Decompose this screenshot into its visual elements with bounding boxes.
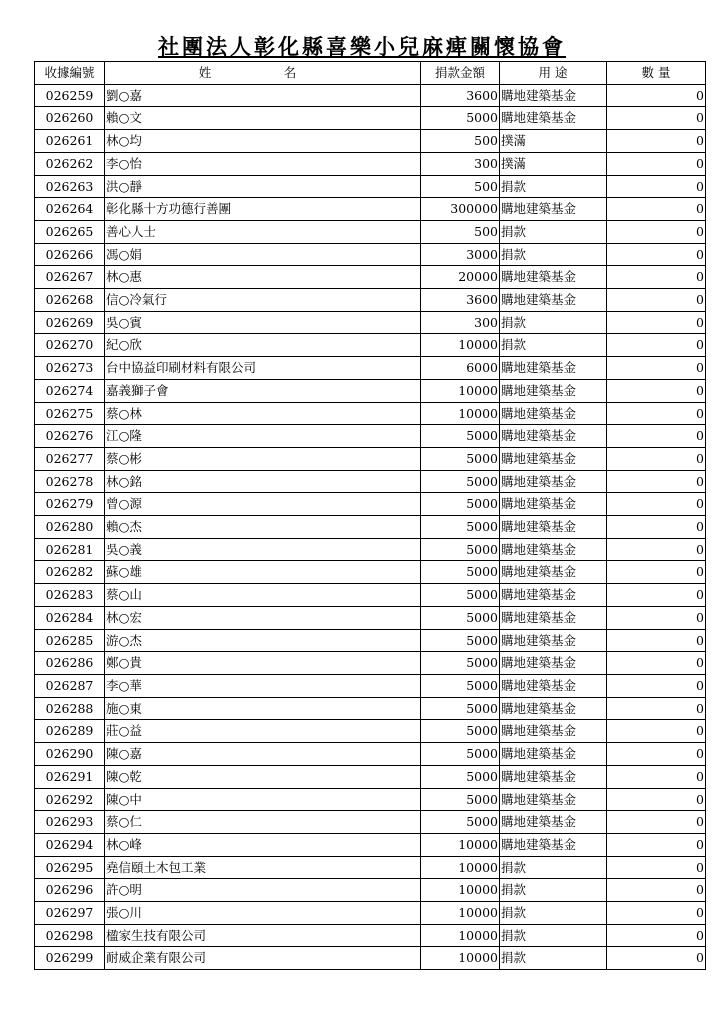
amount-cell: 5000 bbox=[421, 697, 500, 720]
amount-cell: 500 bbox=[421, 130, 500, 153]
receipt-no-cell: 026290 bbox=[35, 743, 105, 766]
receipt-no-cell: 026267 bbox=[35, 266, 105, 289]
amount-cell: 10000 bbox=[421, 334, 500, 357]
purpose-cell: 購地建築基金 bbox=[500, 538, 607, 561]
table-header bbox=[35, 62, 706, 85]
donor-name-cell: 彰化縣十方功德行善團 bbox=[105, 198, 421, 221]
purpose-cell: 購地建築基金 bbox=[500, 84, 607, 107]
quantity-cell: 0 bbox=[607, 357, 706, 380]
receipt-no-cell: 026295 bbox=[35, 856, 105, 879]
quantity-cell: 0 bbox=[607, 84, 706, 107]
donor-name-cell: 鄭○貴 bbox=[105, 652, 421, 675]
amount-cell: 3000 bbox=[421, 243, 500, 266]
purpose-cell: 購地建築基金 bbox=[500, 516, 607, 539]
donation-table bbox=[34, 61, 706, 970]
donor-name-cell: 吳○賓 bbox=[105, 311, 421, 334]
amount-cell: 5000 bbox=[421, 720, 500, 743]
table-row bbox=[35, 220, 706, 243]
donor-name-cell: 曾○源 bbox=[105, 493, 421, 516]
receipt-no-cell: 026260 bbox=[35, 107, 105, 130]
receipt-no-cell: 026264 bbox=[35, 198, 105, 221]
donor-name-cell: 賴○杰 bbox=[105, 516, 421, 539]
table-row bbox=[35, 334, 706, 357]
table-row bbox=[35, 902, 706, 925]
quantity-cell: 0 bbox=[607, 470, 706, 493]
quantity-cell: 0 bbox=[607, 879, 706, 902]
donor-name-cell: 陳○乾 bbox=[105, 765, 421, 788]
table-row bbox=[35, 584, 706, 607]
quantity-cell: 0 bbox=[607, 425, 706, 448]
donor-name-cell: 林○宏 bbox=[105, 606, 421, 629]
purpose-cell: 捐款 bbox=[500, 311, 607, 334]
amount-cell: 10000 bbox=[421, 924, 500, 947]
quantity-cell: 0 bbox=[607, 311, 706, 334]
receipt-no-cell: 026289 bbox=[35, 720, 105, 743]
receipt-no-cell: 026299 bbox=[35, 947, 105, 970]
donor-name-cell: 善心人士 bbox=[105, 220, 421, 243]
donor-name-cell: 江○隆 bbox=[105, 425, 421, 448]
quantity-cell: 0 bbox=[607, 833, 706, 856]
receipt-no-cell: 026296 bbox=[35, 879, 105, 902]
donor-name-cell: 莊○益 bbox=[105, 720, 421, 743]
table-row bbox=[35, 561, 706, 584]
purpose-cell: 購地建築基金 bbox=[500, 811, 607, 834]
quantity-cell: 0 bbox=[607, 220, 706, 243]
donor-name-cell: 李○怡 bbox=[105, 152, 421, 175]
purpose-cell: 購地建築基金 bbox=[500, 674, 607, 697]
table-row bbox=[35, 311, 706, 334]
table-row bbox=[35, 765, 706, 788]
purpose-cell: 購地建築基金 bbox=[500, 357, 607, 380]
table-row bbox=[35, 674, 706, 697]
table-row bbox=[35, 606, 706, 629]
donor-name-cell: 許○明 bbox=[105, 879, 421, 902]
quantity-cell: 0 bbox=[607, 606, 706, 629]
quantity-cell: 0 bbox=[607, 538, 706, 561]
purpose-cell: 購地建築基金 bbox=[500, 743, 607, 766]
amount-cell: 3600 bbox=[421, 289, 500, 312]
table-row bbox=[35, 470, 706, 493]
donor-name-cell: 蘇○雄 bbox=[105, 561, 421, 584]
purpose-cell: 購地建築基金 bbox=[500, 788, 607, 811]
quantity-cell: 0 bbox=[607, 379, 706, 402]
receipt-no-cell: 026275 bbox=[35, 402, 105, 425]
donor-name-cell: 林○均 bbox=[105, 130, 421, 153]
table-row bbox=[35, 289, 706, 312]
table-row bbox=[35, 947, 706, 970]
purpose-cell: 捐款 bbox=[500, 879, 607, 902]
donor-name-cell: 游○杰 bbox=[105, 629, 421, 652]
donor-name-cell: 紀○欣 bbox=[105, 334, 421, 357]
table-row bbox=[35, 243, 706, 266]
quantity-cell: 0 bbox=[607, 629, 706, 652]
quantity-cell: 0 bbox=[607, 289, 706, 312]
header-name: 姓 名 bbox=[105, 62, 421, 85]
amount-cell: 10000 bbox=[421, 879, 500, 902]
quantity-cell: 0 bbox=[607, 243, 706, 266]
purpose-cell: 購地建築基金 bbox=[500, 198, 607, 221]
quantity-cell: 0 bbox=[607, 765, 706, 788]
receipt-no-cell: 026261 bbox=[35, 130, 105, 153]
purpose-cell: 捐款 bbox=[500, 902, 607, 925]
quantity-cell: 0 bbox=[607, 811, 706, 834]
receipt-no-cell: 026298 bbox=[35, 924, 105, 947]
purpose-cell: 捐款 bbox=[500, 243, 607, 266]
table-row bbox=[35, 924, 706, 947]
receipt-no-cell: 026266 bbox=[35, 243, 105, 266]
quantity-cell: 0 bbox=[607, 720, 706, 743]
amount-cell: 10000 bbox=[421, 947, 500, 970]
donor-name-cell: 張○川 bbox=[105, 902, 421, 925]
receipt-no-cell: 026291 bbox=[35, 765, 105, 788]
quantity-cell: 0 bbox=[607, 584, 706, 607]
purpose-cell: 購地建築基金 bbox=[500, 289, 607, 312]
quantity-cell: 0 bbox=[607, 674, 706, 697]
table-row bbox=[35, 379, 706, 402]
receipt-no-cell: 026262 bbox=[35, 152, 105, 175]
donor-name-cell: 嘉義獅子會 bbox=[105, 379, 421, 402]
receipt-no-cell: 026278 bbox=[35, 470, 105, 493]
amount-cell: 300000 bbox=[421, 198, 500, 221]
quantity-cell: 0 bbox=[607, 175, 706, 198]
table-row bbox=[35, 879, 706, 902]
table-row bbox=[35, 357, 706, 380]
header-quantity: 數 量 bbox=[607, 62, 706, 85]
receipt-no-cell: 026284 bbox=[35, 606, 105, 629]
table-row bbox=[35, 425, 706, 448]
donor-name-cell: 蔡○林 bbox=[105, 402, 421, 425]
amount-cell: 300 bbox=[421, 311, 500, 334]
receipt-no-cell: 026279 bbox=[35, 493, 105, 516]
quantity-cell: 0 bbox=[607, 788, 706, 811]
donor-name-cell: 蔡○山 bbox=[105, 584, 421, 607]
table-row bbox=[35, 266, 706, 289]
purpose-cell: 撲滿 bbox=[500, 152, 607, 175]
donor-name-cell: 蔡○彬 bbox=[105, 447, 421, 470]
purpose-cell: 捐款 bbox=[500, 947, 607, 970]
purpose-cell: 購地建築基金 bbox=[500, 584, 607, 607]
quantity-cell: 0 bbox=[607, 743, 706, 766]
table-row bbox=[35, 516, 706, 539]
receipt-no-cell: 026283 bbox=[35, 584, 105, 607]
amount-cell: 10000 bbox=[421, 833, 500, 856]
receipt-no-cell: 026281 bbox=[35, 538, 105, 561]
amount-cell: 5000 bbox=[421, 743, 500, 766]
receipt-no-cell: 026285 bbox=[35, 629, 105, 652]
amount-cell: 5000 bbox=[421, 765, 500, 788]
purpose-cell: 購地建築基金 bbox=[500, 765, 607, 788]
quantity-cell: 0 bbox=[607, 107, 706, 130]
purpose-cell: 購地建築基金 bbox=[500, 629, 607, 652]
receipt-no-cell: 026273 bbox=[35, 357, 105, 380]
amount-cell: 5000 bbox=[421, 811, 500, 834]
donor-name-cell: 林○峰 bbox=[105, 833, 421, 856]
amount-cell: 6000 bbox=[421, 357, 500, 380]
donor-name-cell: 馮○娟 bbox=[105, 243, 421, 266]
purpose-cell: 購地建築基金 bbox=[500, 266, 607, 289]
table-row bbox=[35, 833, 706, 856]
purpose-cell: 購地建築基金 bbox=[500, 606, 607, 629]
purpose-cell: 購地建築基金 bbox=[500, 652, 607, 675]
quantity-cell: 0 bbox=[607, 334, 706, 357]
amount-cell: 10000 bbox=[421, 379, 500, 402]
donor-name-cell: 蔡○仁 bbox=[105, 811, 421, 834]
table-body bbox=[35, 84, 706, 969]
header-receipt-no: 收據編號 bbox=[35, 62, 105, 85]
receipt-no-cell: 026277 bbox=[35, 447, 105, 470]
table-row bbox=[35, 175, 706, 198]
table-row bbox=[35, 743, 706, 766]
quantity-cell: 0 bbox=[607, 947, 706, 970]
donor-name-cell: 台中協益印刷材料有限公司 bbox=[105, 357, 421, 380]
amount-cell: 5000 bbox=[421, 470, 500, 493]
purpose-cell: 購地建築基金 bbox=[500, 561, 607, 584]
receipt-no-cell: 026276 bbox=[35, 425, 105, 448]
donor-name-cell: 吳○義 bbox=[105, 538, 421, 561]
table-row bbox=[35, 697, 706, 720]
amount-cell: 5000 bbox=[421, 584, 500, 607]
amount-cell: 20000 bbox=[421, 266, 500, 289]
donor-name-cell: 信○冷氣行 bbox=[105, 289, 421, 312]
receipt-no-cell: 026286 bbox=[35, 652, 105, 675]
amount-cell: 10000 bbox=[421, 402, 500, 425]
purpose-cell: 捐款 bbox=[500, 924, 607, 947]
quantity-cell: 0 bbox=[607, 697, 706, 720]
table-row bbox=[35, 107, 706, 130]
donor-name-cell: 堯信頤土木包工業 bbox=[105, 856, 421, 879]
table-row bbox=[35, 538, 706, 561]
donor-name-cell: 林○銘 bbox=[105, 470, 421, 493]
table-row bbox=[35, 152, 706, 175]
amount-cell: 5000 bbox=[421, 629, 500, 652]
table-row bbox=[35, 788, 706, 811]
header-purpose: 用 途 bbox=[500, 62, 607, 85]
amount-cell: 5000 bbox=[421, 107, 500, 130]
header-row bbox=[35, 62, 706, 85]
receipt-no-cell: 026293 bbox=[35, 811, 105, 834]
donor-name-cell: 李○華 bbox=[105, 674, 421, 697]
purpose-cell: 購地建築基金 bbox=[500, 697, 607, 720]
receipt-no-cell: 026270 bbox=[35, 334, 105, 357]
table-row bbox=[35, 198, 706, 221]
purpose-cell: 購地建築基金 bbox=[500, 425, 607, 448]
donor-name-cell: 賴○文 bbox=[105, 107, 421, 130]
donor-name-cell: 耐威企業有限公司 bbox=[105, 947, 421, 970]
purpose-cell: 購地建築基金 bbox=[500, 470, 607, 493]
header-amount: 捐款金額 bbox=[421, 62, 500, 85]
purpose-cell: 購地建築基金 bbox=[500, 107, 607, 130]
receipt-no-cell: 026274 bbox=[35, 379, 105, 402]
purpose-cell: 購地建築基金 bbox=[500, 720, 607, 743]
purpose-cell: 購地建築基金 bbox=[500, 379, 607, 402]
amount-cell: 5000 bbox=[421, 447, 500, 470]
donor-name-cell: 陳○中 bbox=[105, 788, 421, 811]
purpose-cell: 捐款 bbox=[500, 175, 607, 198]
purpose-cell: 購地建築基金 bbox=[500, 493, 607, 516]
amount-cell: 10000 bbox=[421, 856, 500, 879]
amount-cell: 5000 bbox=[421, 425, 500, 448]
amount-cell: 5000 bbox=[421, 561, 500, 584]
table-row bbox=[35, 402, 706, 425]
amount-cell: 5000 bbox=[421, 674, 500, 697]
receipt-no-cell: 026288 bbox=[35, 697, 105, 720]
receipt-no-cell: 026263 bbox=[35, 175, 105, 198]
amount-cell: 5000 bbox=[421, 516, 500, 539]
donor-name-cell: 楹家生技有限公司 bbox=[105, 924, 421, 947]
receipt-no-cell: 026259 bbox=[35, 84, 105, 107]
table-row bbox=[35, 811, 706, 834]
table-row bbox=[35, 447, 706, 470]
table-row bbox=[35, 629, 706, 652]
quantity-cell: 0 bbox=[607, 856, 706, 879]
donor-name-cell: 洪○靜 bbox=[105, 175, 421, 198]
amount-cell: 5000 bbox=[421, 538, 500, 561]
amount-cell: 5000 bbox=[421, 788, 500, 811]
purpose-cell: 捐款 bbox=[500, 856, 607, 879]
quantity-cell: 0 bbox=[607, 266, 706, 289]
table-row bbox=[35, 856, 706, 879]
purpose-cell: 購地建築基金 bbox=[500, 833, 607, 856]
amount-cell: 500 bbox=[421, 175, 500, 198]
amount-cell: 5000 bbox=[421, 652, 500, 675]
donor-name-cell: 施○東 bbox=[105, 697, 421, 720]
table-row bbox=[35, 130, 706, 153]
table-row bbox=[35, 493, 706, 516]
receipt-no-cell: 026265 bbox=[35, 220, 105, 243]
amount-cell: 500 bbox=[421, 220, 500, 243]
quantity-cell: 0 bbox=[607, 402, 706, 425]
receipt-no-cell: 026294 bbox=[35, 833, 105, 856]
amount-cell: 5000 bbox=[421, 606, 500, 629]
quantity-cell: 0 bbox=[607, 130, 706, 153]
table-row bbox=[35, 84, 706, 107]
purpose-cell: 購地建築基金 bbox=[500, 447, 607, 470]
purpose-cell: 捐款 bbox=[500, 220, 607, 243]
purpose-cell: 購地建築基金 bbox=[500, 402, 607, 425]
receipt-no-cell: 026280 bbox=[35, 516, 105, 539]
donor-name-cell: 劉○嘉 bbox=[105, 84, 421, 107]
quantity-cell: 0 bbox=[607, 902, 706, 925]
quantity-cell: 0 bbox=[607, 493, 706, 516]
purpose-cell: 捐款 bbox=[500, 334, 607, 357]
table-row bbox=[35, 652, 706, 675]
quantity-cell: 0 bbox=[607, 652, 706, 675]
table-row bbox=[35, 720, 706, 743]
receipt-no-cell: 026297 bbox=[35, 902, 105, 925]
receipt-no-cell: 026287 bbox=[35, 674, 105, 697]
document-title: 社團法人彰化縣喜樂小兒麻痺關懷協會 bbox=[158, 34, 566, 59]
quantity-cell: 0 bbox=[607, 561, 706, 584]
amount-cell: 300 bbox=[421, 152, 500, 175]
donor-name-cell: 陳○嘉 bbox=[105, 743, 421, 766]
receipt-no-cell: 026292 bbox=[35, 788, 105, 811]
quantity-cell: 0 bbox=[607, 516, 706, 539]
quantity-cell: 0 bbox=[607, 924, 706, 947]
amount-cell: 10000 bbox=[421, 902, 500, 925]
amount-cell: 3600 bbox=[421, 84, 500, 107]
donor-name-cell: 林○惠 bbox=[105, 266, 421, 289]
quantity-cell: 0 bbox=[607, 198, 706, 221]
quantity-cell: 0 bbox=[607, 152, 706, 175]
purpose-cell: 撲滿 bbox=[500, 130, 607, 153]
quantity-cell: 0 bbox=[607, 447, 706, 470]
receipt-no-cell: 026282 bbox=[35, 561, 105, 584]
receipt-no-cell: 026269 bbox=[35, 311, 105, 334]
receipt-no-cell: 026268 bbox=[35, 289, 105, 312]
amount-cell: 5000 bbox=[421, 493, 500, 516]
